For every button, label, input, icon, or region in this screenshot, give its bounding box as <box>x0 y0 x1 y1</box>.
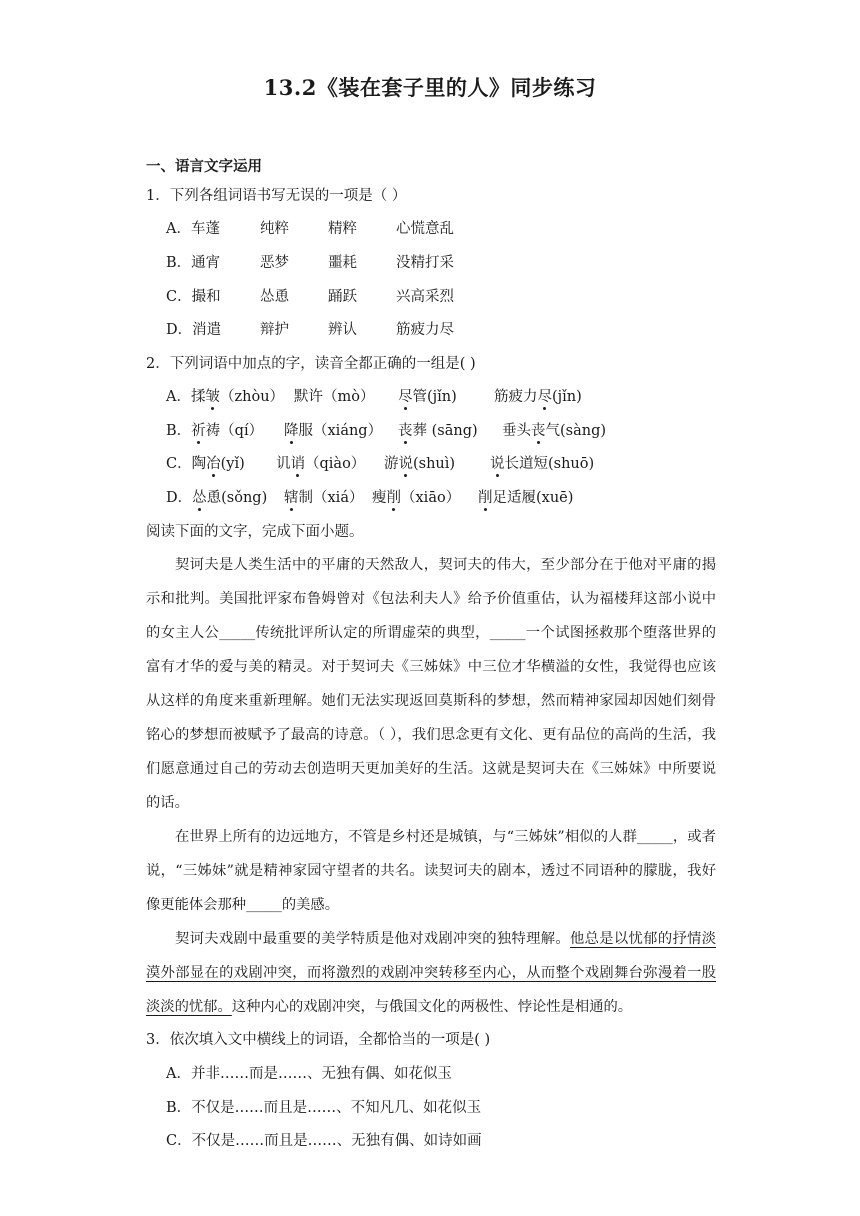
option-word: 纯粹 <box>260 221 289 237</box>
question-2-stem: 2．下列词语中加点的字，读音全都正确的一组是( ) <box>146 356 476 372</box>
question-1-option-c <box>166 290 454 305</box>
question-3-option-c: C．不仅是……而且是……、无独有偶、如诗如画 <box>166 1133 482 1149</box>
dotted-char: 说 <box>398 456 413 472</box>
dotted-char: 诮 <box>290 456 305 472</box>
option-word: 默 <box>294 389 309 405</box>
question-3-option-a: A．并非……而是……、无独有偶、如花似玉 <box>166 1066 452 1082</box>
option-word: D．消遣 <box>166 322 222 338</box>
option-word: 讥 <box>276 456 291 472</box>
option-word: B．通宵 <box>166 255 221 271</box>
pinyin: 葬 (sāng) <box>412 423 478 439</box>
dotted-char: 降 <box>284 423 299 439</box>
dotted-char: 辖 <box>284 490 299 506</box>
option-word: 精粹 <box>328 221 357 237</box>
question-1-option-d <box>166 323 454 338</box>
question-1-option-a <box>166 222 454 237</box>
pinyin: (jǐn) <box>552 389 582 405</box>
passage-sentence: 契诃夫戏剧中最重要的美学特质是他对戏剧冲突的独特理解。 <box>175 931 571 947</box>
pinyin: 制（xiá） <box>298 490 364 506</box>
question-2-option-c <box>166 457 594 472</box>
dotted-char: 丧 <box>531 423 546 439</box>
option-word: D． <box>166 490 193 506</box>
pinyin: (shuì) <box>413 456 456 472</box>
dotted-char: 尽 <box>398 389 413 405</box>
passage-paragraph-2: 在世界上所有的边远地方，不管是乡村还是城镇，与“三姊妹”相似的人群_____，或者说，“三姊妹”就是精神家园守望者的共名。读契诃夫的剧本，透过不同语种的朦胧，我好像更能体会那种_____的美感。 <box>146 829 716 913</box>
pinyin: 祷（qí） <box>205 423 264 439</box>
option-word: 管 <box>412 389 427 405</box>
dotted-char: 尽 <box>537 389 552 405</box>
dotted-char: 皱 <box>205 389 220 405</box>
option-word: B． <box>166 423 192 439</box>
question-3-option-b: B．不仅是……而且是……、不知凡几、如花似玉 <box>166 1100 482 1116</box>
option-word: 踊跃 <box>328 289 357 305</box>
pinyin: （zhòu） <box>219 389 285 405</box>
option-word: 噩耗 <box>328 255 357 271</box>
passage-paragraph-3 <box>146 922 716 1024</box>
question-2-option-a <box>166 390 582 405</box>
section-heading: 一、语言文字运用 <box>146 158 262 175</box>
passage-sentence: 这种内心的戏剧冲突，与俄国文化的两极性、悖论性是相通的。 <box>231 999 633 1015</box>
reading-intro: 阅读下面的文字，完成下面小题。 <box>146 524 364 540</box>
dotted-char: 祈 <box>191 423 206 439</box>
pinyin: 长道短(shuō) <box>504 456 595 472</box>
pinyin: 气(sàng) <box>545 423 607 439</box>
dotted-char: 说 <box>490 456 505 472</box>
option-word: A．揉 <box>166 389 206 405</box>
passage-paragraph-1: 契诃夫是人类生活中的平庸的天然敌人，契诃夫的伟大，至少部分在于他对平庸的揭示和批判。美国批评家布鲁姆曾对《包法利夫人》给予价值重估，认为福楼拜这部小说中的女主人公_____传统批评所认定的所谓虚荣的典型，_____一个试图拯救那个堕落世界的富有才华的爱与美的精灵。对于契诃夫《三姊妹》中三位才华横溢的女性，我觉得也应该从这样的角度来重新理解。她们无法实现返回莫斯科的梦想，然而精神家园却因她们刻骨铭心的梦想而被赋予了最高的诗意。（ ），我们思念更有文化、更有品位的高尚的生活，我们愿意通过自己的劳动去创造明天更加美好的生活。这就是契诃夫在《三姊妹》中所要说的话。 <box>146 557 716 811</box>
option-word: 辩护 <box>260 322 289 338</box>
dotted-char: 削 <box>478 490 493 506</box>
option-word: 兴高采烈 <box>396 289 454 305</box>
option-word: 心慌意乱 <box>396 221 454 237</box>
option-word: 没精打采 <box>396 255 454 271</box>
option-word: 筋疲力尽 <box>396 322 454 338</box>
underlined-sentence: 他总是以忧郁的抒情淡漠外部显在的戏剧冲突，而将激烈的戏剧冲突转移至内心，从而整个戏剧舞台弥漫着一股淡淡的忧郁。 <box>146 931 717 1015</box>
dotted-char: 冶 <box>206 456 221 472</box>
dotted-char: 丧 <box>398 423 413 439</box>
question-2-option-d <box>166 491 573 506</box>
option-word: C．陶 <box>166 456 207 472</box>
option-word: 垂头 <box>502 423 531 439</box>
dotted-char: 削 <box>386 490 401 506</box>
pinyin: 恿(sǒng) <box>206 490 268 506</box>
question-3-stem: 3．依次填入文中横线上的词语，全都恰当的一项是( ) <box>146 1032 491 1048</box>
option-word: C．撮和 <box>166 289 221 305</box>
option-word: 游 <box>384 456 399 472</box>
option-word: A．车蓬 <box>166 221 220 237</box>
pinyin: (jǐn) <box>427 389 457 405</box>
option-word: 怂恿 <box>260 289 289 305</box>
pinyin: 服（xiáng） <box>298 423 383 439</box>
option-word: 筋疲力 <box>494 389 538 405</box>
question-1-option-b <box>166 256 454 271</box>
pinyin: 足适履(xuē) <box>492 490 574 506</box>
pinyin: （mò） <box>323 389 375 405</box>
pinyin: (yǐ) <box>220 456 245 472</box>
option-word: 辨认 <box>328 322 357 338</box>
pinyin: （qiào） <box>305 456 366 472</box>
option-word: 许 <box>308 389 323 405</box>
option-word: 瘦 <box>372 490 387 506</box>
pinyin: （xiāo） <box>401 490 461 506</box>
question-2-option-b <box>166 424 606 439</box>
page-title: 13.2《装在套子里的人》同步练习 <box>263 75 597 100</box>
question-1-stem: 1．下列各组词语书写无误的一项是（ ） <box>146 188 407 204</box>
dotted-char: 怂 <box>192 490 207 506</box>
option-word: 恶梦 <box>260 255 289 271</box>
